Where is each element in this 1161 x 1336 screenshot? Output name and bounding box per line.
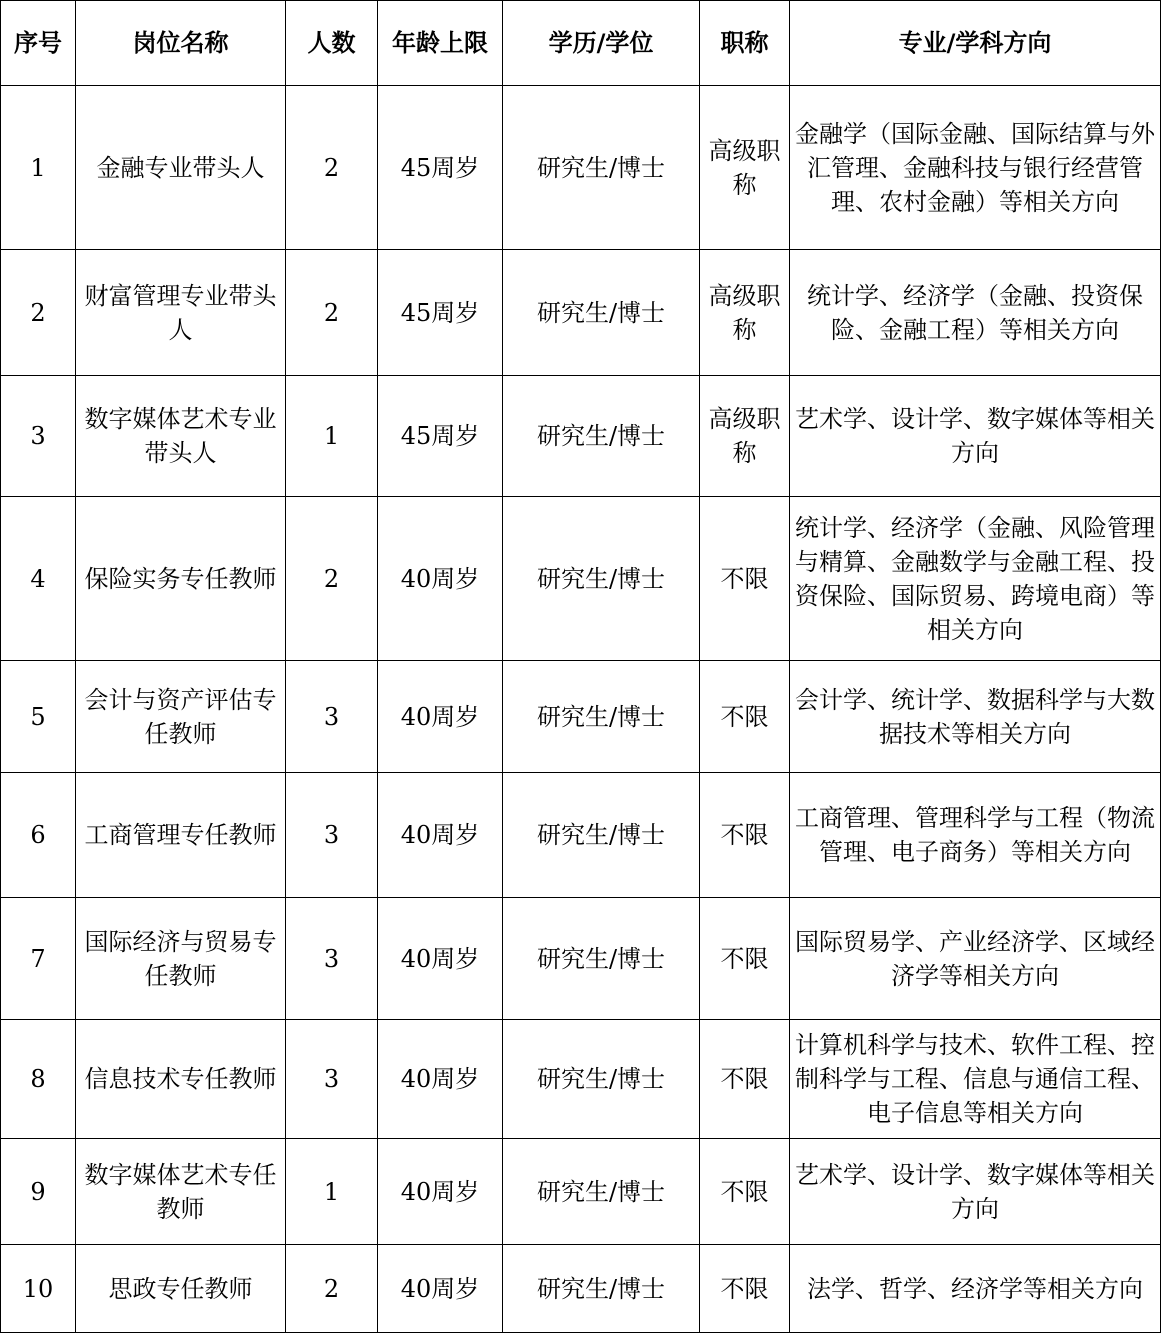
row-degree: 研究生/博士 <box>503 1139 700 1245</box>
row-no: 6 <box>1 773 76 898</box>
row-title: 不限 <box>700 661 790 773</box>
header-position-name: 岗位名称 <box>76 1 286 86</box>
header-count: 人数 <box>286 1 378 86</box>
row-position-name: 数字媒体艺术专任教师 <box>76 1139 286 1245</box>
row-degree: 研究生/博士 <box>503 376 700 497</box>
row-no: 10 <box>1 1245 76 1333</box>
header-degree: 学历/学位 <box>503 1 700 86</box>
row-position-name: 数字媒体艺术专业带头人 <box>76 376 286 497</box>
row-direction: 金融学（国际金融、国际结算与外汇管理、金融科技与银行经营管理、农村金融）等相关方向 <box>790 86 1161 250</box>
header-title: 职称 <box>700 1 790 86</box>
header-direction: 专业/学科方向 <box>790 1 1161 86</box>
row-count: 2 <box>286 250 378 376</box>
row-no: 1 <box>1 86 76 250</box>
row-age-limit: 40周岁 <box>378 1245 503 1333</box>
row-count: 3 <box>286 898 378 1020</box>
row-direction: 统计学、经济学（金融、风险管理与精算、金融数学与金融工程、投资保险、国际贸易、跨境电商）等相关方向 <box>790 497 1161 661</box>
row-title: 高级职称 <box>700 376 790 497</box>
row-age-limit: 40周岁 <box>378 898 503 1020</box>
row-age-limit: 45周岁 <box>378 376 503 497</box>
row-degree: 研究生/博士 <box>503 661 700 773</box>
row-title: 高级职称 <box>700 250 790 376</box>
table-row <box>1 773 1161 898</box>
table-row <box>1 250 1161 376</box>
row-age-limit: 45周岁 <box>378 86 503 250</box>
table-row <box>1 86 1161 250</box>
table-row <box>1 376 1161 497</box>
row-degree: 研究生/博士 <box>503 250 700 376</box>
row-count: 2 <box>286 86 378 250</box>
row-direction: 会计学、统计学、数据科学与大数据技术等相关方向 <box>790 661 1161 773</box>
row-degree: 研究生/博士 <box>503 898 700 1020</box>
row-age-limit: 40周岁 <box>378 661 503 773</box>
row-count: 3 <box>286 773 378 898</box>
row-direction: 艺术学、设计学、数字媒体等相关方向 <box>790 376 1161 497</box>
row-direction: 艺术学、设计学、数字媒体等相关方向 <box>790 1139 1161 1245</box>
row-title: 不限 <box>700 1020 790 1139</box>
row-title: 高级职称 <box>700 86 790 250</box>
row-no: 5 <box>1 661 76 773</box>
row-age-limit: 40周岁 <box>378 1020 503 1139</box>
row-position-name: 思政专任教师 <box>76 1245 286 1333</box>
row-age-limit: 40周岁 <box>378 497 503 661</box>
row-title: 不限 <box>700 497 790 661</box>
row-position-name: 信息技术专任教师 <box>76 1020 286 1139</box>
row-title: 不限 <box>700 1139 790 1245</box>
row-direction: 法学、哲学、经济学等相关方向 <box>790 1245 1161 1333</box>
row-position-name: 财富管理专业带头人 <box>76 250 286 376</box>
table-row <box>1 1020 1161 1139</box>
table-row <box>1 1245 1161 1333</box>
row-degree: 研究生/博士 <box>503 773 700 898</box>
row-degree: 研究生/博士 <box>503 1245 700 1333</box>
row-position-name: 保险实务专任教师 <box>76 497 286 661</box>
row-count: 3 <box>286 1020 378 1139</box>
row-direction: 计算机科学与技术、软件工程、控制科学与工程、信息与通信工程、电子信息等相关方向 <box>790 1020 1161 1139</box>
header-row <box>1 1 1161 86</box>
row-position-name: 国际经济与贸易专任教师 <box>76 898 286 1020</box>
row-age-limit: 45周岁 <box>378 250 503 376</box>
row-count: 1 <box>286 1139 378 1245</box>
row-no: 7 <box>1 898 76 1020</box>
header-no: 序号 <box>1 1 76 86</box>
row-age-limit: 40周岁 <box>378 1139 503 1245</box>
table-row <box>1 1139 1161 1245</box>
row-degree: 研究生/博士 <box>503 1020 700 1139</box>
row-no: 2 <box>1 250 76 376</box>
row-count: 3 <box>286 661 378 773</box>
row-age-limit: 40周岁 <box>378 773 503 898</box>
header-age-limit: 年龄上限 <box>378 1 503 86</box>
row-title: 不限 <box>700 773 790 898</box>
row-position-name: 工商管理专任教师 <box>76 773 286 898</box>
row-no: 9 <box>1 1139 76 1245</box>
row-direction: 国际贸易学、产业经济学、区域经济学等相关方向 <box>790 898 1161 1020</box>
row-position-name: 金融专业带头人 <box>76 86 286 250</box>
row-position-name: 会计与资产评估专任教师 <box>76 661 286 773</box>
table-row <box>1 661 1161 773</box>
row-count: 2 <box>286 497 378 661</box>
row-no: 8 <box>1 1020 76 1139</box>
row-degree: 研究生/博士 <box>503 497 700 661</box>
row-direction: 工商管理、管理科学与工程（物流管理、电子商务）等相关方向 <box>790 773 1161 898</box>
row-direction: 统计学、经济学（金融、投资保险、金融工程）等相关方向 <box>790 250 1161 376</box>
row-degree: 研究生/博士 <box>503 86 700 250</box>
table-row <box>1 497 1161 661</box>
row-no: 3 <box>1 376 76 497</box>
table-row <box>1 898 1161 1020</box>
row-count: 2 <box>286 1245 378 1333</box>
row-title: 不限 <box>700 898 790 1020</box>
row-title: 不限 <box>700 1245 790 1333</box>
row-count: 1 <box>286 376 378 497</box>
row-no: 4 <box>1 497 76 661</box>
